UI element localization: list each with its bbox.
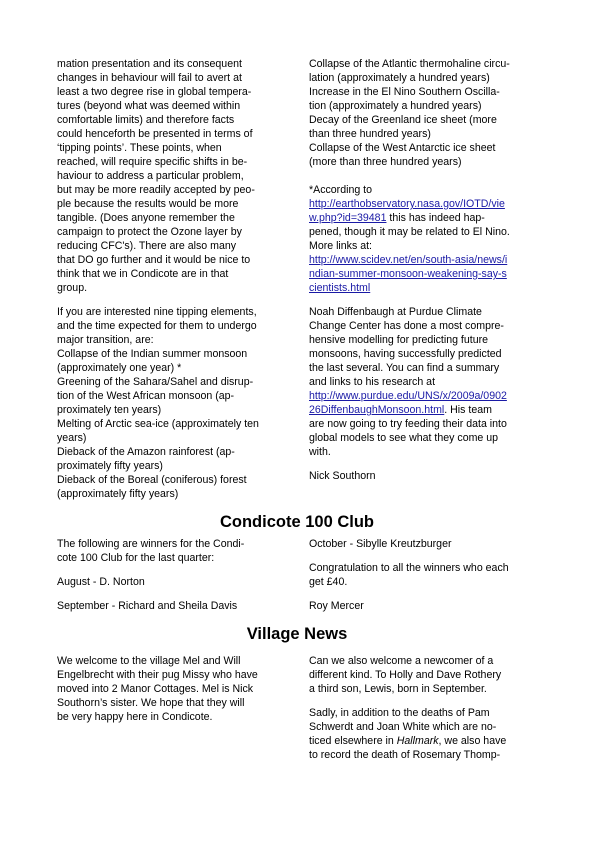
nasa-link[interactable]: http://earthobservatory.nasa.gov/IOTD/vie <box>309 198 505 210</box>
text-line: that DO go further and it would be nice to <box>57 254 251 266</box>
article-author: Nick Southorn <box>309 470 376 482</box>
club-right-column <box>309 537 541 613</box>
text-line: If you are interested nine tipping elements, <box>57 306 257 318</box>
text-line: tion of the West African monsoon (ap- <box>57 390 235 402</box>
text-line <box>309 267 541 281</box>
text-line: Dieback of the Amazon rainforest (ap- <box>57 446 235 458</box>
text-line: get £40. <box>309 576 348 588</box>
club-left-column <box>57 537 288 613</box>
text-line: Engelbrecht with their pug Missy who have <box>57 669 258 681</box>
text-line: group. <box>57 282 88 294</box>
text-line: Collapse of the Atlantic thermohaline circu- <box>309 58 510 70</box>
text-line <box>309 389 541 403</box>
text-line: Noah Diffenbaugh at Purdue Climate <box>309 306 482 318</box>
article-continuation <box>57 57 288 295</box>
text-line: Schwerdt and Joan White which are no- <box>309 721 497 733</box>
text-line: to record the death of Rosemary Thomp- <box>309 749 501 761</box>
text-line: think that we in Condicote are in that <box>57 268 229 280</box>
village-left-column <box>57 654 288 724</box>
scidev-link[interactable]: http://www.scidev.net/en/south-asia/news/i <box>309 254 508 266</box>
nasa-link-continued[interactable]: w.php?id=39481 <box>309 212 387 224</box>
text-line: different kind. To Holly and Dave Rothery <box>309 669 502 681</box>
text-line: proximately fifty years) <box>57 460 163 472</box>
text-line: haviour to address a particular problem, <box>57 170 244 182</box>
noah-paragraph <box>309 305 541 459</box>
article-right-column <box>309 57 541 483</box>
text-line: Collapse of the West Antarctic ice sheet <box>309 142 496 154</box>
text-line: Congratulation to all the winners who each <box>309 562 509 574</box>
text-line: tures (beyond what was deemed within <box>57 100 241 112</box>
text-line: least a two degree rise in global tempera- <box>57 86 252 98</box>
text-line: More links at: <box>309 240 372 252</box>
text-line: We welcome to the village Mel and Will <box>57 655 241 667</box>
hallmark-title: Hallmark <box>396 735 439 747</box>
text-line: campaign to protect the Ozone layer by <box>57 226 242 238</box>
club-heading: Condicote 100 Club <box>219 513 375 531</box>
text-line: could henceforth be presented in terms of <box>57 128 253 140</box>
text-line: Collapse of the Indian summer monsoon <box>57 348 248 360</box>
text-line: hensive modelling for predicting future <box>309 334 489 346</box>
text-line: Change Center has done a most compre- <box>309 320 504 332</box>
text-line: moved into 2 Manor Cottages. Mel is Nick <box>57 683 254 695</box>
text-line: ple because the results would be more <box>57 198 239 210</box>
text-line: major transition, are: <box>57 334 154 346</box>
text-line: the last several. You can find a summary <box>309 362 500 374</box>
text-line: pened, though it may be related to El Nino. <box>309 226 510 238</box>
tipping-elements-list-continued <box>309 57 541 169</box>
text-line: Decay of the Greenland ice sheet (more <box>309 114 497 126</box>
text-line: Southorn’s sister. We hope that they will <box>57 697 245 709</box>
winner-august: August - D. Norton <box>57 576 145 588</box>
text-line: changes in behaviour will fail to avert at <box>57 72 242 84</box>
text-line: mation presentation and its consequent <box>57 58 242 70</box>
text-line: cote 100 Club for the last quarter: <box>57 552 215 564</box>
text-line: and the time expected for them to undergo <box>57 320 257 332</box>
text-line: (approximately fifty years) <box>57 488 179 500</box>
text-line: w.php?id=39481 this has indeed hap- <box>309 212 485 224</box>
text-line: than three hundred years) <box>309 128 431 140</box>
scidev-link-continued[interactable]: ndian-summer-monsoon-weakening-say-s <box>309 268 507 280</box>
text-line: monsoons, having successfully predicted <box>309 348 502 360</box>
text-line: Greening of the Sahara/Sahel and disrup- <box>57 376 254 388</box>
text-line: 26DiffenbaughMonsoon.html. His team <box>309 404 492 416</box>
tipping-elements-list <box>57 305 288 501</box>
village-news-heading: Village News <box>246 625 348 643</box>
text-line: but may be more readily accepted by peo- <box>57 184 255 196</box>
text-line: (more than three hundred years) <box>309 156 462 168</box>
text-line: Increase in the El Nino Southern Oscilla- <box>309 86 500 98</box>
text-line: be very happy here in Condicote. <box>57 711 213 723</box>
footnote <box>309 183 541 295</box>
text-line <box>309 253 541 267</box>
text-line: are now going to try feeding their data into <box>309 418 507 430</box>
text-line: *According to <box>309 184 373 196</box>
text-line: Melting of Arctic sea-ice (approximately ten <box>57 418 259 430</box>
text-line: years) <box>57 432 87 444</box>
text-line: ‘tipping points’. These points, when <box>57 142 222 154</box>
article-left-column <box>57 57 288 501</box>
text-line: tion (approximately a hundred years) <box>309 100 482 112</box>
text-line: The following are winners for the Condi- <box>57 538 245 550</box>
text-line: (approximately one year) * <box>57 362 182 374</box>
text-line: proximately ten years) <box>57 404 162 416</box>
text-line: reached, will require specific shifts in be- <box>57 156 248 168</box>
text-line <box>309 281 541 295</box>
text-line: Sadly, in addition to the deaths of Pam <box>309 707 490 719</box>
text-line: reducing CFC's). There are also many <box>57 240 237 252</box>
text-line: lation (approximately a hundred years) <box>309 72 490 84</box>
winner-october: October - Sibylle Kreutzburger <box>309 538 452 550</box>
text-line: with. <box>309 446 331 458</box>
text-line: Dieback of the Boreal (coniferous) forest <box>57 474 247 486</box>
text-line: Can we also welcome a newcomer of a <box>309 655 494 667</box>
text-line: tangible. (Does anyone remember the <box>57 212 235 224</box>
text-line: global models to see what they come up <box>309 432 499 444</box>
text-line: ticed elsewhere in Hallmark, we also have <box>309 735 507 747</box>
scidev-link-end[interactable]: cientists.html <box>309 282 371 294</box>
text-line <box>309 197 541 211</box>
purdue-link[interactable]: http://www.purdue.edu/UNS/x/2009a/0902 <box>309 390 507 402</box>
purdue-link-continued[interactable]: 26DiffenbaughMonsoon.html <box>309 404 445 416</box>
text-line: a third son, Lewis, born in September. <box>309 683 487 695</box>
text-line: and links to his research at <box>309 376 436 388</box>
club-author: Roy Mercer <box>309 600 364 612</box>
winner-september: September - Richard and Sheila Davis <box>57 600 238 612</box>
text-line: comfortable limits) and therefore facts <box>57 114 235 126</box>
village-right-column <box>309 654 541 762</box>
